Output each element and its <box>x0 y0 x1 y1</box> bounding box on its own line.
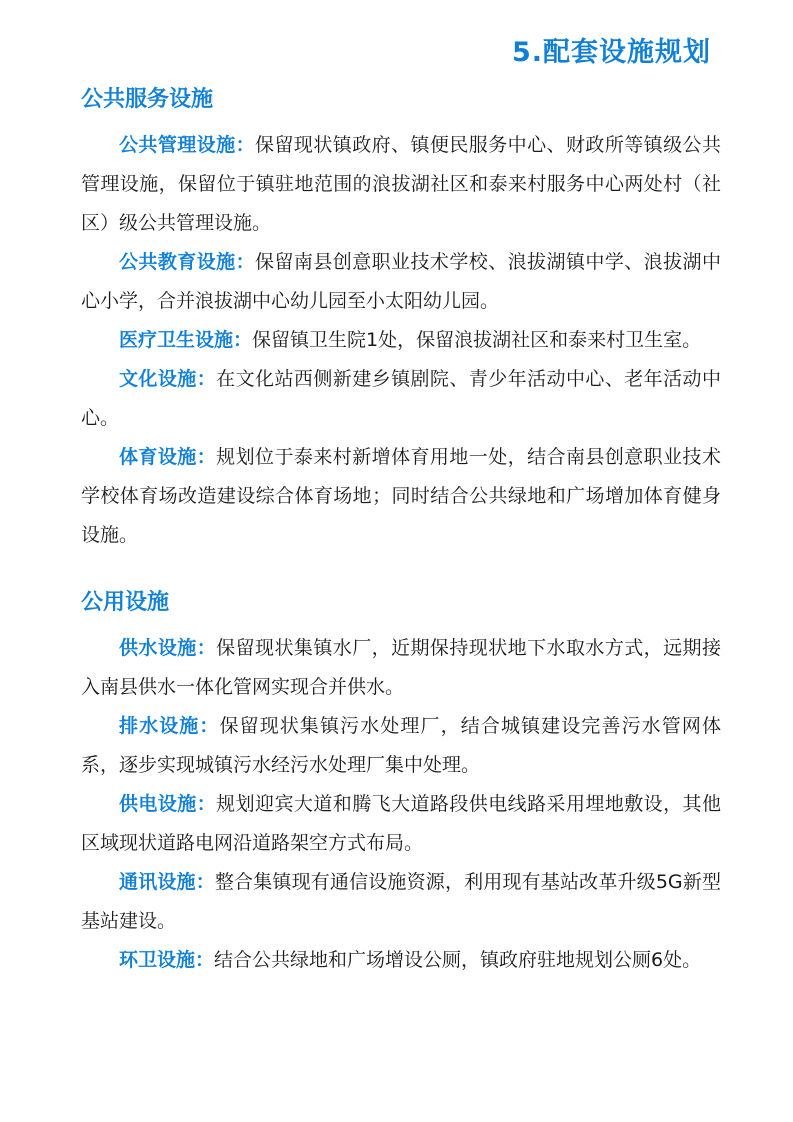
item-text: 保留镇卫生院1处，保留浪拔湖社区和泰来村卫生室。 <box>252 329 702 351</box>
item-water-supply <box>81 629 721 707</box>
section-utilities <box>81 583 721 980</box>
item-label: 公共教育设施： <box>119 251 256 273</box>
item-label: 环卫设施： <box>119 949 215 971</box>
item-text: 规划迎宾大道和腾飞大道路段供电线路采用埋地敷设，其他区域现状道路电网沿道路架空方式布局。 <box>81 793 721 854</box>
item-public-education <box>81 243 721 321</box>
item-text: 保留现状镇政府、镇便民服务中心、财政所等镇级公共管理设施，保留位于镇驻地范围的浪拔湖社区和泰来村服务中心两处村（社区）级公共管理设施。 <box>81 134 721 234</box>
item-label: 体育设施： <box>119 446 217 468</box>
section-title: 公共服务设施 <box>81 87 214 112</box>
item-public-management <box>81 126 721 243</box>
item-text: 规划位于泰来村新增体育用地一处，结合南县创意职业技术学校体育场改造建设综合体育场地；同时结合公共绿地和广场增加体育健身设施。 <box>81 446 721 546</box>
item-text: 结合公共绿地和广场增设公厕，镇政府驻地规划公厕6处。 <box>214 949 702 971</box>
item-sports <box>81 438 721 555</box>
item-drainage <box>81 707 721 785</box>
item-text: 在文化站西侧新建乡镇剧院、青少年活动中心、老年活动中心。 <box>81 368 721 429</box>
item-sanitation <box>81 941 721 980</box>
page-heading: 5.配套设施规划 <box>511 37 711 68</box>
section-title: 公用设施 <box>81 590 170 615</box>
item-label: 通讯设施： <box>119 871 215 893</box>
item-label: 医疗卫生设施： <box>119 329 253 351</box>
item-label: 供水设施： <box>119 637 217 659</box>
item-text: 保留南县创意职业技术学校、浪拔湖镇中学、浪拔湖中心小学，合并浪拔湖中心幼儿园至小太阳幼儿园。 <box>81 251 721 312</box>
item-label: 公共管理设施： <box>119 134 256 156</box>
item-text: 保留现状集镇水厂，近期保持现状地下水取水方式，远期接入南县供水一体化管网实现合并供水。 <box>81 637 721 698</box>
content-body <box>81 80 721 980</box>
item-telecom <box>81 863 721 941</box>
section-public-service <box>81 80 721 555</box>
item-power-supply <box>81 785 721 863</box>
item-text: 保留现状集镇污水处理厂，结合城镇建设完善污水管网体系，逐步实现城镇污水经污水处理厂集中处理。 <box>81 715 721 776</box>
item-label: 供电设施： <box>119 793 217 815</box>
item-culture <box>81 360 721 438</box>
item-label: 文化设施： <box>119 368 217 390</box>
item-label: 排水设施： <box>119 715 220 737</box>
item-medical <box>81 321 721 360</box>
item-text: 整合集镇现有通信设施资源，利用现有基站改革升级5G新型基站建设。 <box>81 871 721 932</box>
